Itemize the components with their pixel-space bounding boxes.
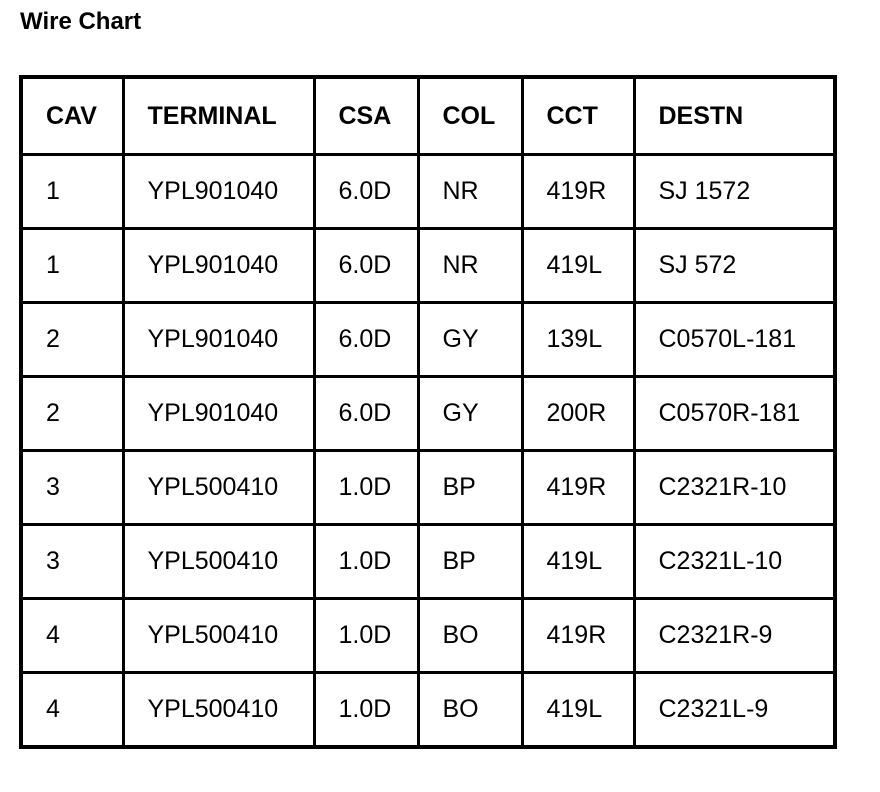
cell-col: BP [418, 525, 522, 599]
cell-col: BP [418, 451, 522, 525]
cell-csa: 1.0D [314, 525, 418, 599]
cell-cct: 419R [522, 451, 634, 525]
cell-col: NR [418, 229, 522, 303]
table-row [21, 673, 835, 748]
table-row [21, 525, 835, 599]
cell-cav: 2 [21, 303, 123, 377]
cell-terminal: YPL901040 [123, 377, 314, 451]
cell-cct: 419L [522, 229, 634, 303]
header-terminal: TERMINAL [123, 77, 314, 155]
cell-destn: SJ 1572 [634, 155, 835, 229]
cell-destn: SJ 572 [634, 229, 835, 303]
cell-terminal: YPL500410 [123, 525, 314, 599]
cell-cct: 419L [522, 525, 634, 599]
cell-terminal: YPL500410 [123, 673, 314, 748]
cell-terminal: YPL500410 [123, 599, 314, 673]
cell-cav: 3 [21, 525, 123, 599]
cell-csa: 1.0D [314, 673, 418, 748]
header-cav: CAV [21, 77, 123, 155]
header-cct: CCT [522, 77, 634, 155]
cell-cct: 419L [522, 673, 634, 748]
cell-cav: 4 [21, 599, 123, 673]
cell-cct: 139L [522, 303, 634, 377]
cell-terminal: YPL901040 [123, 229, 314, 303]
table-row [21, 155, 835, 229]
cell-csa: 1.0D [314, 599, 418, 673]
cell-cav: 1 [21, 155, 123, 229]
cell-destn: C0570R-181 [634, 377, 835, 451]
cell-cct: 200R [522, 377, 634, 451]
cell-col: BO [418, 673, 522, 748]
table-row [21, 599, 835, 673]
table-row [21, 377, 835, 451]
cell-destn: C2321L-10 [634, 525, 835, 599]
cell-destn: C0570L-181 [634, 303, 835, 377]
cell-csa: 1.0D [314, 451, 418, 525]
cell-cct: 419R [522, 599, 634, 673]
cell-cav: 2 [21, 377, 123, 451]
cell-csa: 6.0D [314, 229, 418, 303]
cell-col: BO [418, 599, 522, 673]
cell-col: GY [418, 377, 522, 451]
cell-destn: C2321R-9 [634, 599, 835, 673]
cell-cav: 4 [21, 673, 123, 748]
cell-col: NR [418, 155, 522, 229]
table-row [21, 451, 835, 525]
cell-csa: 6.0D [314, 155, 418, 229]
cell-destn: C2321L-9 [634, 673, 835, 748]
header-destn: DESTN [634, 77, 835, 155]
cell-destn: C2321R-10 [634, 451, 835, 525]
table-row [21, 229, 835, 303]
cell-col: GY [418, 303, 522, 377]
table-header-row [21, 77, 835, 155]
cell-cav: 1 [21, 229, 123, 303]
cell-terminal: YPL901040 [123, 155, 314, 229]
cell-csa: 6.0D [314, 377, 418, 451]
cell-terminal: YPL901040 [123, 303, 314, 377]
wire-chart-table [19, 75, 837, 749]
header-csa: CSA [314, 77, 418, 155]
page-title: Wire Chart [20, 8, 142, 35]
cell-cct: 419R [522, 155, 634, 229]
table-row [21, 303, 835, 377]
cell-terminal: YPL500410 [123, 451, 314, 525]
header-col: COL [418, 77, 522, 155]
cell-cav: 3 [21, 451, 123, 525]
cell-csa: 6.0D [314, 303, 418, 377]
